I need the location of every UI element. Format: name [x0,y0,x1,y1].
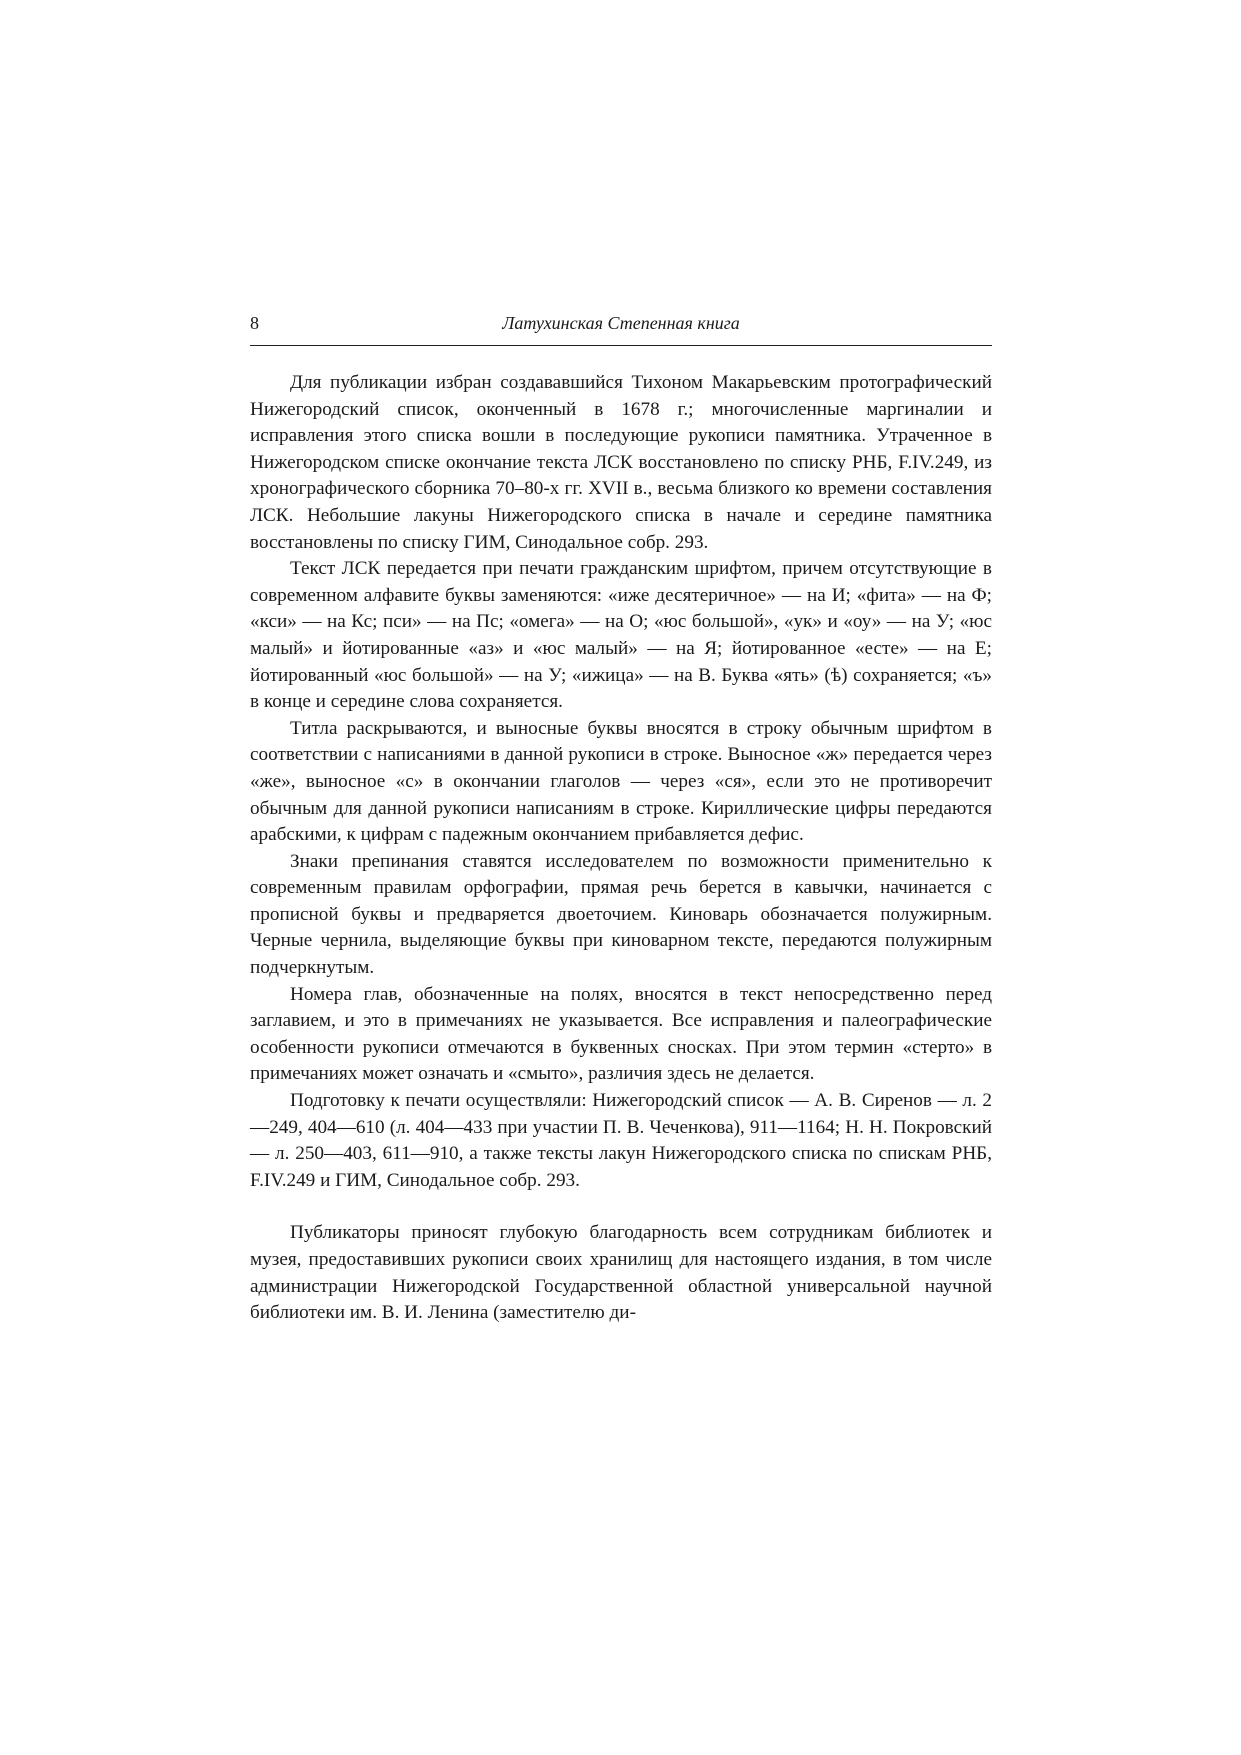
paragraph-chapter-numbers: Номера глав, обозначенные на полях, вносятся в текст непосредственно перед заглавием, и это в примечаниях не указывается. Все исправления и палеографические особенности рукописи отмечаются в буквенных сносках. При этом термин «стерто» в примечаниях может означать и «смыто», различия здесь не делается. [250,983,992,1085]
page-number: 8 [250,313,259,333]
paragraph-punctuation: Знаки препинания ставятся исследователем по возможности применительно к современным правилам орфографии, прямая речь берется в кавычки, начинается с прописной буквы и предваряется двоеточием. Киноварь обозначается полужирным. Черные чернила, выделяющие буквы при киноварном тексте, передаются полужирным подчеркнутым. [250,850,992,979]
paragraph-letter-conventions: Текст ЛСК передается при печати гражданским шрифтом, причем отсутствующие в современном алфавите буквы заменяются: «иже десятеричное» — на И; «фита» — на Ф; «кси» — на Кс; пси» — на Пс; «омега» — на О; «юс большой», «ук» и «оу» — на У; «юс малый» и йотированные «аз» и «юс малый» — на Я; йотированное «есте» — на Е; йотированный «юс большой» — на У; «ижица» — на В. Буква «ять» (ѣ) сохраняется; «ъ» в конце и середине слова сохраняется. [250,558,992,713]
paragraph-preparation-credits: Подготовку к печати осуществляли: Нижегородский список — А. В. Сиренов — л. 2—249, 404—610 (л. 404—433 при участии П. В. Чеченкова), 911—1164; Н. Н. Покровский — л. 250—403, 611—910, а также тексты лакун Нижегородского списка по спискам РНБ, F.IV.249 и ГИМ, Синодальное собр. 293. [250,1090,992,1191]
paragraph-edition-choice: Для публикации избран создававшийся Тихоном Макарьевским протографический Нижегородский список, оконченный в 1678 г.; многочисленные маргиналии и исправления этого списка вошли в последующие рукописи памятника. Утраченное в Нижегородском списке окончание текста ЛСК восстановлено по списку РНБ, F.IV.249, из хронографического сборника 70–80-х гг. XVII в., весьма близкого ко времени составления ЛСК. Небольшие лакуны Нижегородского списка в начале и середине памятника восстановлены по списку ГИМ, Синодальное собр. 293. [250,372,992,553]
running-title: Латухинская Степенная книга [502,313,740,333]
paragraph-acknowledgements: Публикаторы приносят глубокую благодарность всем сотрудникам библиотек и музея, предоставивших рукописи своих хранилищ для настоящего издания, в том числе администрации Нижегородской Государственной областной универсальной научной библиотеки им. В. И. Ленина (заместителю ди- [250,1222,992,1324]
page-header [250,313,992,346]
body-text [250,370,992,1327]
paragraph-abbreviations: Титла раскрываются, и выносные буквы вносятся в строку обычным шрифтом в соответствии с написаниями в данной рукописи в строке. Выносное «ж» передается через «же», выносное «с» в окончании глаголов — через «ся», если это не противоречит обычным для данной рукописи написаниям в строке. Кириллические цифры передаются арабскими, к цифрам с падежным окончанием прибавляется дефис. [250,717,992,846]
